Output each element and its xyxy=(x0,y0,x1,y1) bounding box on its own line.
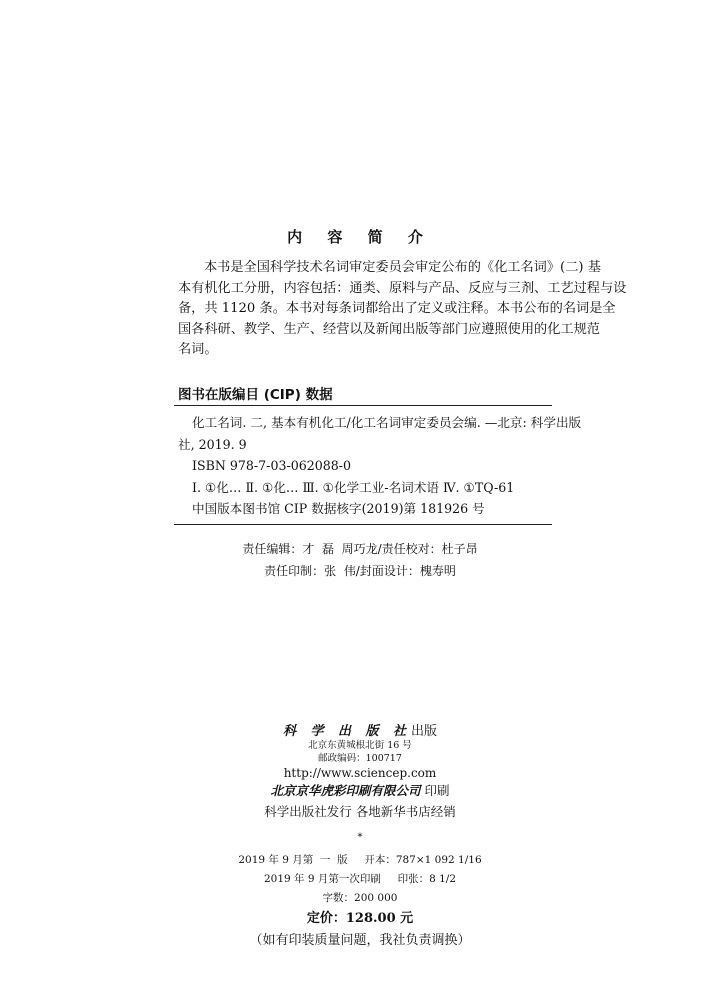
summary-line: 本有机化工分册，内容包括：通类、原料与产品、反应与三剂、工艺过程与设 xyxy=(178,280,627,296)
cip-record-number: 中国版本图书馆 CIP 数据核字(2019)第 181926 号 xyxy=(192,501,485,516)
summary-paragraph xyxy=(178,258,627,361)
cip-top-rule xyxy=(174,405,552,406)
cip-bottom-rule xyxy=(174,524,552,525)
word-count: 字数：200 000 xyxy=(322,892,398,904)
printing-line: 2019 年 9 月第一次印刷 印张：8 1/2 xyxy=(263,873,457,885)
distribution-line: 科学出版社发行 各地新华书店经销 xyxy=(264,804,456,819)
colophon xyxy=(0,720,720,952)
cip-line: 化工名词. 二, 基本有机化工/化工名词审定委员会编. —北京: 科学出版 xyxy=(192,415,582,430)
summary-line: 名词。 xyxy=(178,342,218,357)
publisher-suffix: 出版 xyxy=(411,724,438,739)
printer-suffix: 印刷 xyxy=(420,783,450,798)
summary-title: 内 容 简 介 xyxy=(287,228,433,246)
printer-line xyxy=(0,781,720,801)
edition-line: 2019 年 9 月第 一 版 开本：787×1 092 1/16 xyxy=(238,854,482,866)
staff-credits xyxy=(0,538,720,582)
summary-line: 备，共 1120 条。本书对每条词都给出了定义或注释。本书公布的名词是全 xyxy=(178,301,616,316)
quality-notice: （如有印装质量问题，我社负责调换） xyxy=(249,933,471,948)
summary-line: 本书是全国科学技术名词审定委员会审定公布的《化工名词》(二) 基 xyxy=(204,260,601,275)
publisher-line xyxy=(0,720,720,739)
printer-name: 北京京华虎彩印刷有限公司 xyxy=(270,783,421,798)
cip-block xyxy=(178,412,582,520)
price: 定价：128.00 元 xyxy=(306,911,414,926)
staff-line-editors: 责任编辑：才 磊 周巧龙/责任校对：杜子昂 xyxy=(242,542,478,556)
publisher-address: 北京东黄城根北街 16 号 xyxy=(308,740,412,751)
summary-line: 国各科研、教学、生产、经营以及新闻出版等部门应遵照使用的化工规范 xyxy=(178,321,600,337)
cip-isbn: ISBN 978-7-03-062088-0 xyxy=(192,458,352,473)
publisher-postcode: 邮政编码：100717 xyxy=(318,753,402,764)
cip-line: 社, 2019. 9 xyxy=(178,436,247,452)
publisher-url: http://www.sciencep.com xyxy=(283,766,437,780)
separator-asterisk: * xyxy=(357,832,363,843)
cip-title: 图书在版编目 (CIP) 数据 xyxy=(178,387,333,403)
staff-line-production: 责任印制：张 伟/封面设计：槐寿明 xyxy=(264,564,456,578)
publisher-logo-text: 科 学 出 版 社 xyxy=(282,724,412,739)
cip-classification: Ⅰ. ①化… Ⅱ. ①化… Ⅲ. ①化学工业-名词术语 Ⅳ. ①TQ-61 xyxy=(192,479,515,495)
